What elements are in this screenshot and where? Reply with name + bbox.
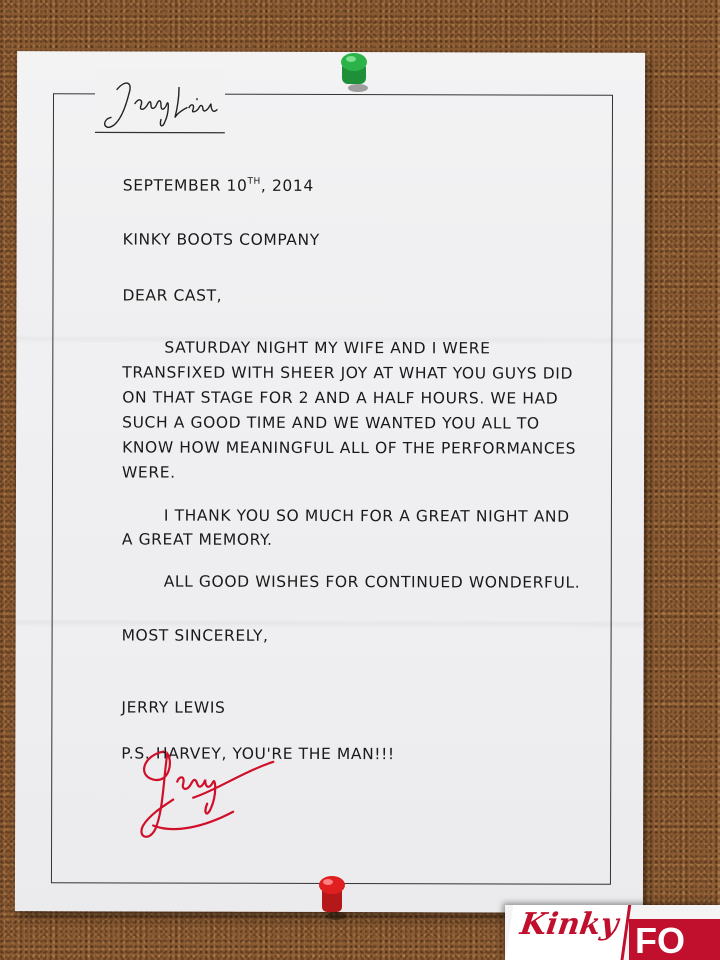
poster-kinky-text: Kinky bbox=[505, 905, 631, 960]
letter-body bbox=[121, 169, 585, 766]
handwritten-signature-drawing bbox=[133, 741, 283, 861]
letter-paragraph-3: ALL GOOD WISHES FOR CONTINUED WONDERFUL. bbox=[163, 572, 581, 592]
letter-paragraph-2: I THANK YOU SO MUCH FOR A GREAT NIGHT AND A GREAT MEMORY. bbox=[121, 506, 570, 549]
date-suffix: , 2014 bbox=[260, 176, 314, 195]
letter-closing: MOST SINCERELY, bbox=[121, 626, 269, 645]
letter-signatory: JERRY LEWIS bbox=[121, 698, 226, 717]
letter-paragraph-1: SATURDAY NIGHT MY WIFE AND I WERE TRANSFIXED WITH SHEER JOY AT WHAT YOU GUYS DID ON THAT STAGE FOR 2 AND A HALF HOURS. WE HAD SUCH A GOOD TIME AND WE WANTED YOU ALL TO KNOW HOW MEANINGFUL ALL OF THE PERFORMANCES WERE. bbox=[122, 338, 577, 482]
letterhead-signature-drawing bbox=[95, 69, 225, 139]
letter-salutation: DEAR CAST, bbox=[122, 286, 223, 305]
poster-fo-text: FO bbox=[629, 919, 720, 960]
green-push-pin-icon bbox=[336, 50, 372, 98]
red-push-pin-icon bbox=[314, 872, 350, 926]
letterhead-signature bbox=[95, 69, 225, 139]
letter-postscript: P.S. HARVEY, YOU'RE THE MAN!!! bbox=[121, 744, 395, 764]
handwritten-signature bbox=[133, 741, 283, 861]
kinky-boots-poster bbox=[505, 905, 720, 960]
letter-date bbox=[123, 169, 585, 198]
date-superscript: TH bbox=[247, 176, 261, 187]
date-prefix: SEPTEMBER 10 bbox=[122, 176, 248, 195]
letter-paper bbox=[15, 51, 645, 913]
letter-recipient: KINKY BOOTS COMPANY bbox=[122, 230, 320, 249]
